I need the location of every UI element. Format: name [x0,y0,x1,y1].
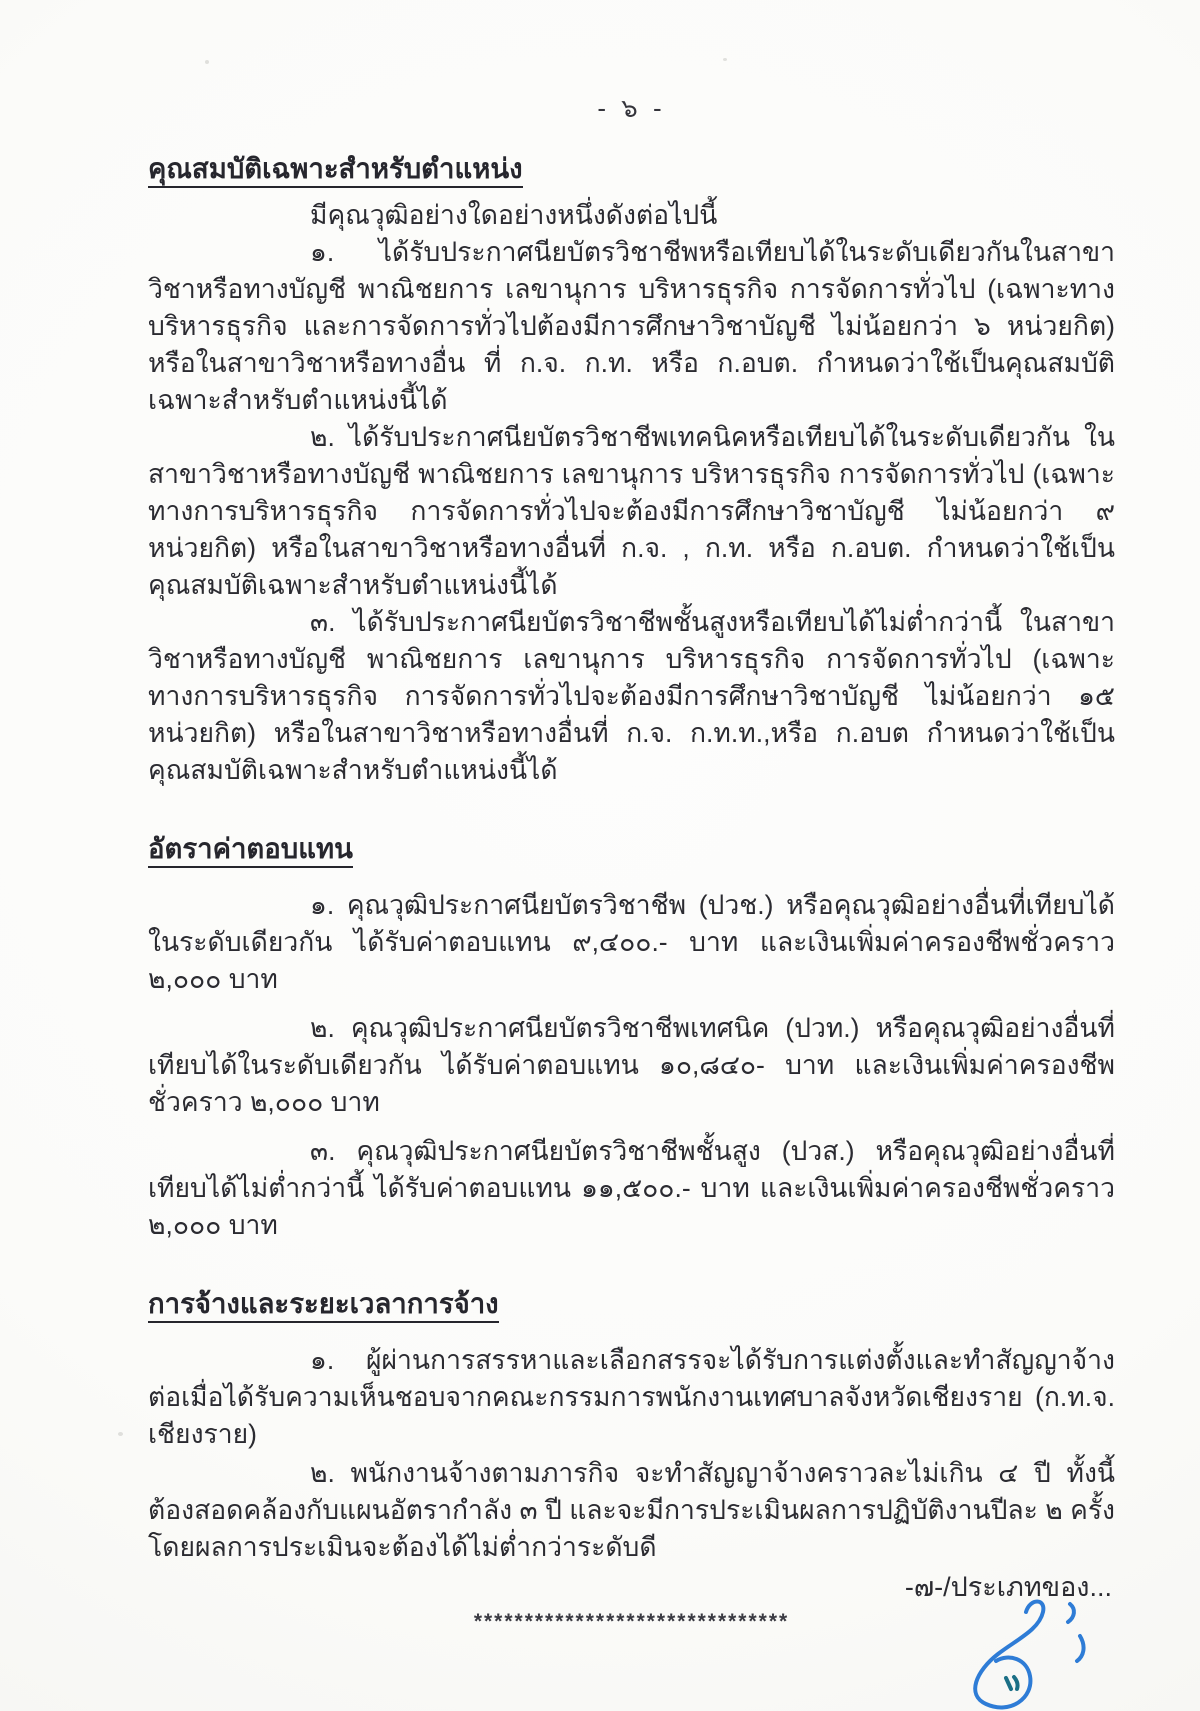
footer-continuation-note: -๗-/ประเภทของ... [904,1572,1112,1602]
heading-underlined-text: อัตราค่าตอบแทน [148,833,353,868]
section-compensation [148,827,1115,1244]
paragraph-qualifications-intro: มีคุณวุฒิอย่างใดอย่างหนึ่งดังต่อไปนี้ [310,200,718,230]
page-content [148,0,1115,1634]
signature-tick [1077,1636,1084,1661]
heading-underlined-text: การจ้างและระยะเวลาการจ้าง [148,1288,499,1323]
paragraph-qualification-item-1: ๑. ได้รับประกาศนียบัตรวิชาชีพหรือเทียบได้ในระดับเดียวกันในสาขาวิชาหรือทางบัญชี พาณิชยการ เลขานุการ บริหารธุรกิจ การจัดการทั่วไป (เฉพาะทางบริหารธุรกิจ และการจัดการทั่วไปต้องมีการศึกษาวิชาบัญชี ไม่น้อยกว่า ๖ หน่วยกิต) หรือในสาขาวิชาหรือทางอื่น ที่ ก.จ. ก.ท. หรือ ก.อบต. กำหนดว่าใช้เป็นคุณสมบัติเฉพาะสำหรับตำแหน่งนี้ได้ [148,237,1115,415]
paragraph-qualification-item-2: ๒. ได้รับประกาศนียบัตรวิชาชีพเทคนิคหรือเทียบได้ในระดับเดียวกัน ในสาขาวิชาหรือทางบัญชี พาณิชยการ เลขานุการ บริหารธุรกิจ การจัดการทั่วไป (เฉพาะทางการบริหารธุรกิจ การจัดการทั่วไปจะต้องมีการศึกษาวิชาบัญชี ไม่น้อยกว่า ๙ หน่วยกิต) หรือในสาขาวิชาหรือทางอื่นที่ ก.จ. , ก.ท. หรือ ก.อบต. กำหนดว่าใช้เป็นคุณสมบัติเฉพาะสำหรับตำแหน่งนี้ได้ [148,422,1115,600]
scan-speck [118,1432,123,1436]
signature-accent-mark [1006,1677,1018,1689]
separator-asterisks: ******************************* [473,1610,790,1633]
paragraph-compensation-item-1: ๑. คุณวุฒิประกาศนียบัตรวิชาชีพ (ปวช.) หรือคุณวุฒิอย่างอื่นที่เทียบได้ในระดับเดียวกัน ได้รับค่าตอบแทน ๙,๔๐๐.- บาท และเงินเพิ่มค่าครองชีพชั่วคราว ๒,๐๐๐ บาท [148,890,1115,994]
page-number: - ๖ - [597,93,666,123]
section-heading-qualifications [148,147,1115,191]
paragraph-compensation-item-2: ๒. คุณวุฒิประกาศนียบัตรวิชาชีพเทศนิค (ปวท.) หรือคุณวุฒิอย่างอื่นที่เทียบได้ในระดับเดียวกัน ได้รับค่าตอบแทน ๑๐,๘๔๐- บาท และเงินเพิ่มค่าครองชีพชั่วคราว ๒,๐๐๐ บาท [148,1013,1115,1117]
section-heading-compensation [148,827,1115,871]
paragraph-compensation-item-3: ๓. คุณวุฒิประกาศนียบัตรวิชาชีพชั้นสูง (ปวส.) หรือคุณวุฒิอย่างอื่นที่เทียบได้ไม่ต่ำกว่านี้ ได้รับค่าตอบแทน ๑๑,๕๐๐.- บาท และเงินเพิ่มค่าครองชีพชั่วคราว ๒,๐๐๐ บาท [148,1136,1115,1240]
signature [930,1594,1100,1711]
paragraph-employment-item-1: ๑. ผู้ผ่านการสรรหาและเลือกสรรจะได้รับการแต่งตั้งและทำสัญญาจ้างต่อเมื่อได้รับความเห็นชอบจากคณะกรรมการพนักงานเทศบาลจังหวัดเชียงราย (ก.ท.จ. เชียงราย) [148,1345,1115,1449]
section-heading-employment [148,1282,1115,1326]
signature-main-loop [975,1602,1043,1708]
section-qualifications [148,147,1115,789]
signature-apostrophe [1068,1604,1074,1622]
paragraph-qualification-item-3: ๓. ได้รับประกาศนียบัตรวิชาชีพชั้นสูงหรือเทียบได้ไม่ต่ำกว่านี้ ในสาขาวิชาหรือทางบัญชี พาณิชยการ เลขานุการ บริหารธุรกิจ การจัดการทั่วไป (เฉพาะทางการบริหารธุรกิจ การจัดการทั่วไปจะต้องมีการศึกษาวิชาบัญชี ไม่น้อยกว่า ๑๕ หน่วยกิต) หรือในสาขาวิชาหรือทางอื่นที่ ก.จ. ก.ท.ท.,หรือ ก.อบต กำหนดว่าใช้เป็นคุณสมบัติเฉพาะสำหรับตำแหน่งนี้ได้ [148,607,1115,785]
paragraph-employment-item-2: ๒. พนักงานจ้างตามภารกิจ จะทำสัญญาจ้างคราวละไม่เกิน ๔ ปี ทั้งนี้ต้องสอดคล้องกับแผนอัตรากำลัง ๓ ปี และจะมีการประเมินผลการปฏิบัติงานปีละ ๒ ครั้ง โดยผลการประเมินจะต้องได้ไม่ต่ำกว่าระดับดี [148,1458,1115,1562]
heading-underlined-text: คุณสมบัติเฉพาะสำหรับตำแหน่ง [148,153,523,188]
section-employment [148,1282,1115,1566]
